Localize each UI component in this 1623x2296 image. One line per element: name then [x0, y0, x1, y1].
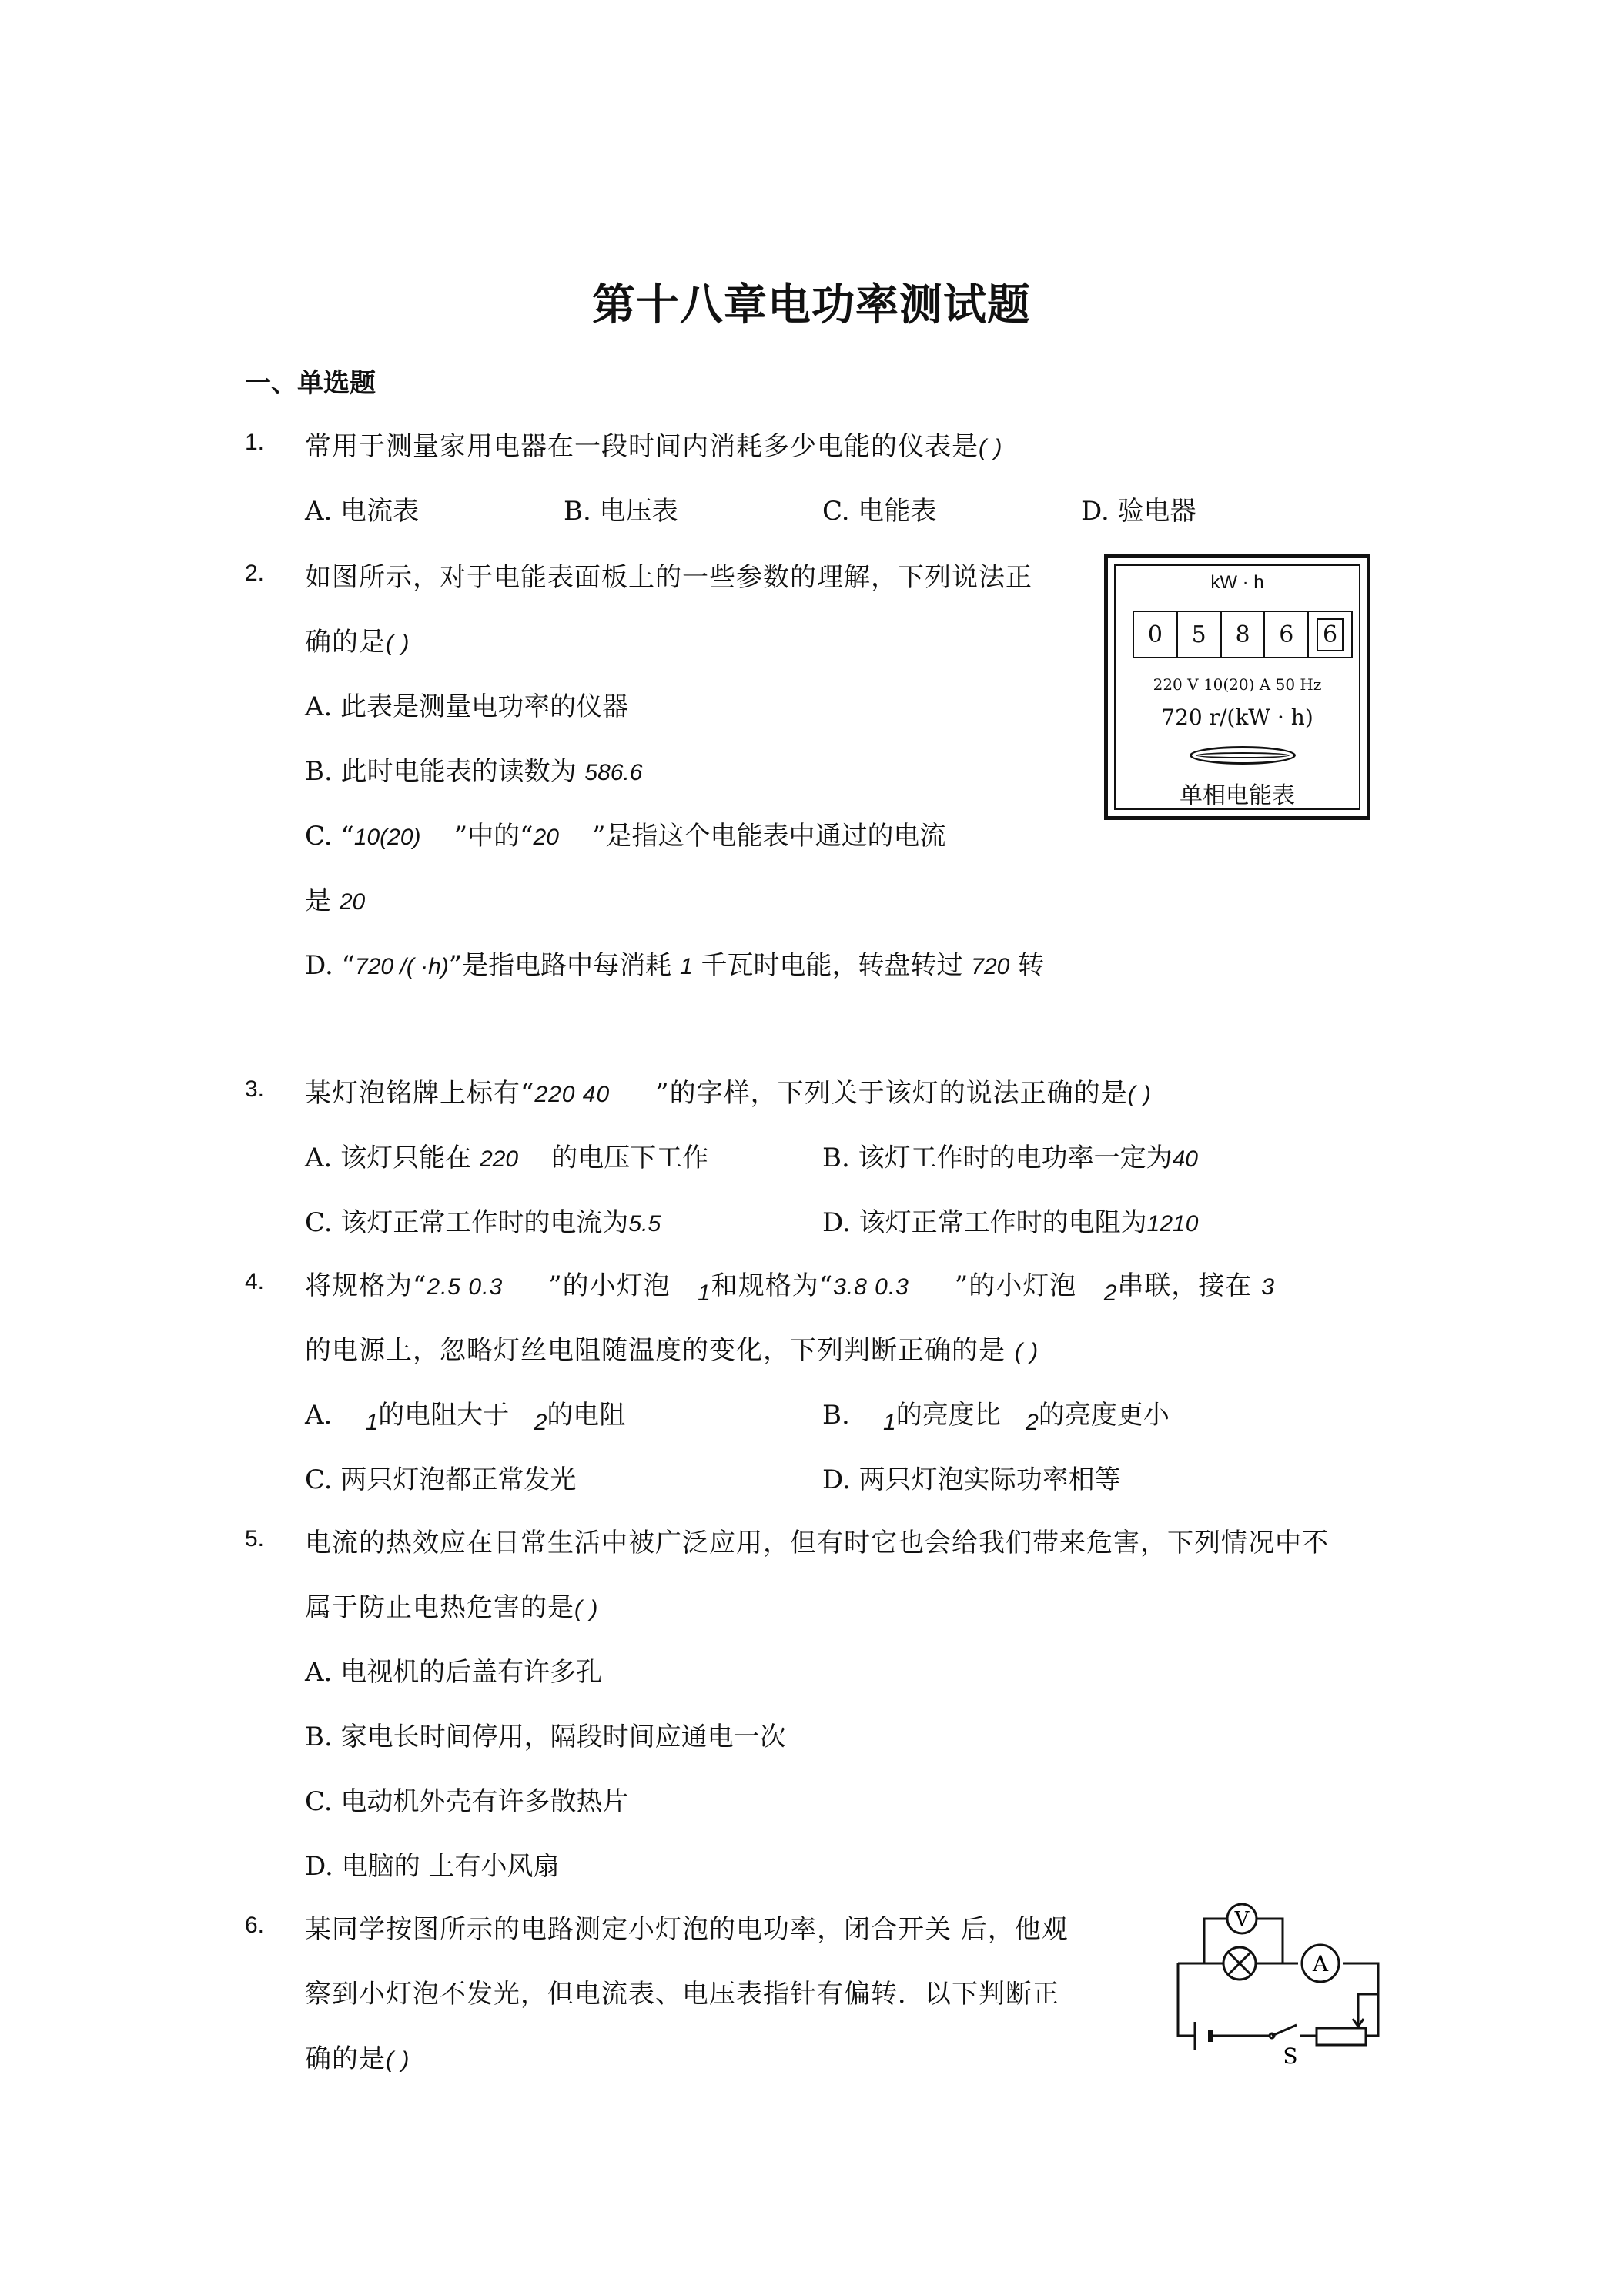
- option-text: B.: [822, 1400, 850, 1431]
- option-text: ”是指这个电能表中通过的电流: [592, 821, 946, 852]
- option-value: 10(20): [353, 825, 421, 850]
- question-number: 5.: [245, 1526, 265, 1551]
- circuit-wire: [1178, 1963, 1195, 2036]
- option-text: 的电阻: [547, 1400, 626, 1431]
- answer-paren: ( ): [574, 1596, 599, 1622]
- switch-lever-icon: [1272, 2025, 1297, 2036]
- subscript: 1: [698, 1280, 711, 1306]
- option-text: 千瓦时电能，转盘转过: [701, 950, 963, 981]
- question-text-main: ”的字样，下列关于该灯的说法正确的是: [655, 1078, 1128, 1109]
- meter-unit: kW · h: [1210, 572, 1264, 593]
- rheostat-icon: [1317, 2028, 1366, 2045]
- question-value: 3.8 0.3: [833, 1274, 909, 1300]
- meter-digit-value: 6: [1279, 621, 1294, 648]
- option-a: A. 电流表: [305, 496, 420, 527]
- answer-paren: ( ): [386, 631, 410, 656]
- option-c: [305, 815, 946, 852]
- page-title: 第十八章电功率测试题: [592, 279, 1031, 330]
- subscript: 1: [365, 1409, 379, 1435]
- answer-paren: ( ): [1014, 1339, 1039, 1364]
- option-text: 转: [1018, 950, 1045, 981]
- question-text-main: 串联，接在: [1117, 1270, 1253, 1301]
- question-number: 1.: [245, 430, 265, 455]
- question-text-line3: [305, 2037, 410, 2075]
- answer-paren: ( ): [979, 435, 1003, 460]
- question-text-main: ”的小灯泡: [548, 1270, 671, 1301]
- option-text: B. 此时电能表的读数为: [305, 756, 577, 787]
- option-value: 20: [533, 825, 559, 850]
- question-text-line2: [305, 1586, 598, 1624]
- question-text-line2: 察到小灯泡不发光，但电流表、电压表指针有偏转．以下判断正: [305, 1979, 1059, 2010]
- question-text: [305, 1264, 1275, 1307]
- question-text-main: 某灯泡铭牌上标有“: [305, 1078, 535, 1109]
- meter-digit: [1178, 612, 1222, 657]
- option-a: A. 此表是测量电功率的仪器: [305, 691, 629, 722]
- meter-digit: [1222, 612, 1266, 657]
- question-text: [305, 425, 1002, 463]
- option-text: D. 该灯正常工作时的电阻为: [822, 1207, 1147, 1238]
- question-text-main: ”的小灯泡: [954, 1270, 1077, 1301]
- question-text: [305, 1072, 1152, 1110]
- meter-digit-value: 6: [1317, 618, 1344, 651]
- question-text-main: 确的是: [305, 627, 386, 658]
- question-number: 2.: [245, 561, 265, 586]
- option-d: D. 验电器: [1081, 496, 1196, 527]
- option-text: C. “: [305, 821, 354, 852]
- option-value: 586.6: [584, 760, 643, 785]
- option-text: A. 该灯只能在: [305, 1143, 472, 1173]
- option-text: B. 该灯工作时的电功率一定为: [822, 1143, 1173, 1173]
- voltmeter-label: V: [1234, 1908, 1250, 1931]
- electric-meter-figure: [1104, 554, 1370, 820]
- option-b: [822, 1136, 1198, 1174]
- option-value: 1: [679, 954, 693, 979]
- subscript: 1: [883, 1409, 896, 1435]
- option-d: D. 电脑的 上有小风扇: [305, 1851, 560, 1882]
- ammeter-label: A: [1312, 1951, 1329, 1976]
- option-value: 220: [479, 1146, 519, 1172]
- option-a: A. 电视机的后盖有许多孔: [305, 1657, 603, 1688]
- answer-paren: ( ): [386, 2047, 410, 2073]
- option-text: ”是指电路中每消耗: [448, 950, 672, 981]
- option-text: 的电阻大于: [378, 1400, 510, 1431]
- meter-digit-value: 0: [1147, 621, 1163, 648]
- option-text: A.: [305, 1400, 333, 1431]
- subscript: 2: [534, 1409, 547, 1435]
- option-text: C. 该灯正常工作时的电流为: [305, 1207, 629, 1238]
- option-value: 20: [339, 889, 366, 915]
- option-text: D. “: [305, 950, 356, 981]
- option-text: 是: [305, 885, 331, 916]
- question-value: 3: [1261, 1274, 1275, 1300]
- meter-digits: [1133, 611, 1353, 658]
- meter-digit: [1134, 612, 1178, 657]
- circuit-wire: [1257, 1919, 1283, 1963]
- option-value: 5.5: [628, 1211, 661, 1237]
- question-text-main: 确的是: [305, 2043, 386, 2074]
- meter-inner-frame: [1114, 564, 1360, 810]
- meter-revolutions: 720 r/(kW · h): [1161, 705, 1313, 730]
- option-text: ”中的“: [453, 821, 534, 852]
- circuit-diagram: [1139, 1879, 1386, 2079]
- switch-label: S: [1283, 2043, 1298, 2069]
- option-b: [305, 750, 643, 788]
- option-c: C. 电能表: [822, 496, 937, 527]
- option-c: [305, 1201, 661, 1239]
- option-text: 的亮度更小: [1038, 1400, 1170, 1431]
- option-text: 的亮度比: [895, 1400, 1001, 1431]
- question-text-line2: [305, 1329, 1039, 1367]
- option-c-line2: [305, 879, 365, 917]
- question-text-main: 的电源上，忽略灯丝电阻随温度的变化，下列判断正确的是: [305, 1335, 1006, 1366]
- option-value: 720 /( ·h): [355, 954, 449, 979]
- option-b: B. 电压表: [564, 496, 678, 527]
- section-heading: 一、单选题: [245, 368, 376, 399]
- question-text-main: 将规格为“: [305, 1270, 427, 1301]
- option-a: [305, 1136, 708, 1174]
- option-value: 1210: [1146, 1211, 1199, 1237]
- option-c: C. 两只灯泡都正常发光: [305, 1464, 577, 1495]
- option-a: [305, 1394, 625, 1436]
- meter-spec: 220 V 10(20) A 50 Hz: [1153, 675, 1322, 694]
- question-text: 电流的热效应在日常生活中被广泛应用，但有时它也会给我们带来危害，下列情况中不: [305, 1528, 1329, 1558]
- meter-digit-value: 8: [1235, 621, 1250, 648]
- option-c: C. 电动机外壳有许多散热片: [305, 1786, 629, 1817]
- question-text-main: 和规格为“: [711, 1270, 834, 1301]
- question-text: 如图所示，对于电能表面板上的一些参数的理解，下列说法正: [305, 562, 1032, 593]
- question-text: 某同学按图所示的电路测定小灯泡的电功率，闭合开关 后，他观: [305, 1914, 1069, 1945]
- option-d: D. 两只灯泡实际功率相等: [822, 1464, 1121, 1495]
- question-text-main: 常用于测量家用电器在一段时间内消耗多少电能的仪表是: [305, 431, 979, 462]
- answer-paren: ( ): [1127, 1082, 1152, 1107]
- meter-digit-decimal: [1309, 612, 1351, 657]
- question-value: 2.5 0.3: [427, 1274, 504, 1300]
- meter-digit-value: 5: [1191, 621, 1206, 648]
- option-text: 的电压下工作: [551, 1143, 709, 1173]
- option-value: 40: [1172, 1146, 1198, 1172]
- option-d: [822, 1201, 1198, 1239]
- option-b: [822, 1394, 1170, 1436]
- option-d: [305, 944, 1044, 982]
- question-value: 220 40: [534, 1082, 611, 1107]
- option-value: 720: [971, 954, 1010, 979]
- question-text-main: 属于防止电热危害的是: [305, 1592, 574, 1623]
- question-number: 6.: [245, 1913, 265, 1938]
- subscript: 2: [1103, 1280, 1118, 1306]
- subscript: 2: [1026, 1409, 1039, 1435]
- meter-digit: [1265, 612, 1309, 657]
- question-number: 3.: [245, 1076, 265, 1102]
- meter-disc-inner-icon: [1196, 752, 1290, 758]
- meter-label: 单相电能表: [1180, 782, 1295, 809]
- option-b: B. 家电长时间停用，隔段时间应通电一次: [305, 1722, 786, 1752]
- question-text-line2: [305, 621, 410, 658]
- question-number: 4.: [245, 1269, 265, 1294]
